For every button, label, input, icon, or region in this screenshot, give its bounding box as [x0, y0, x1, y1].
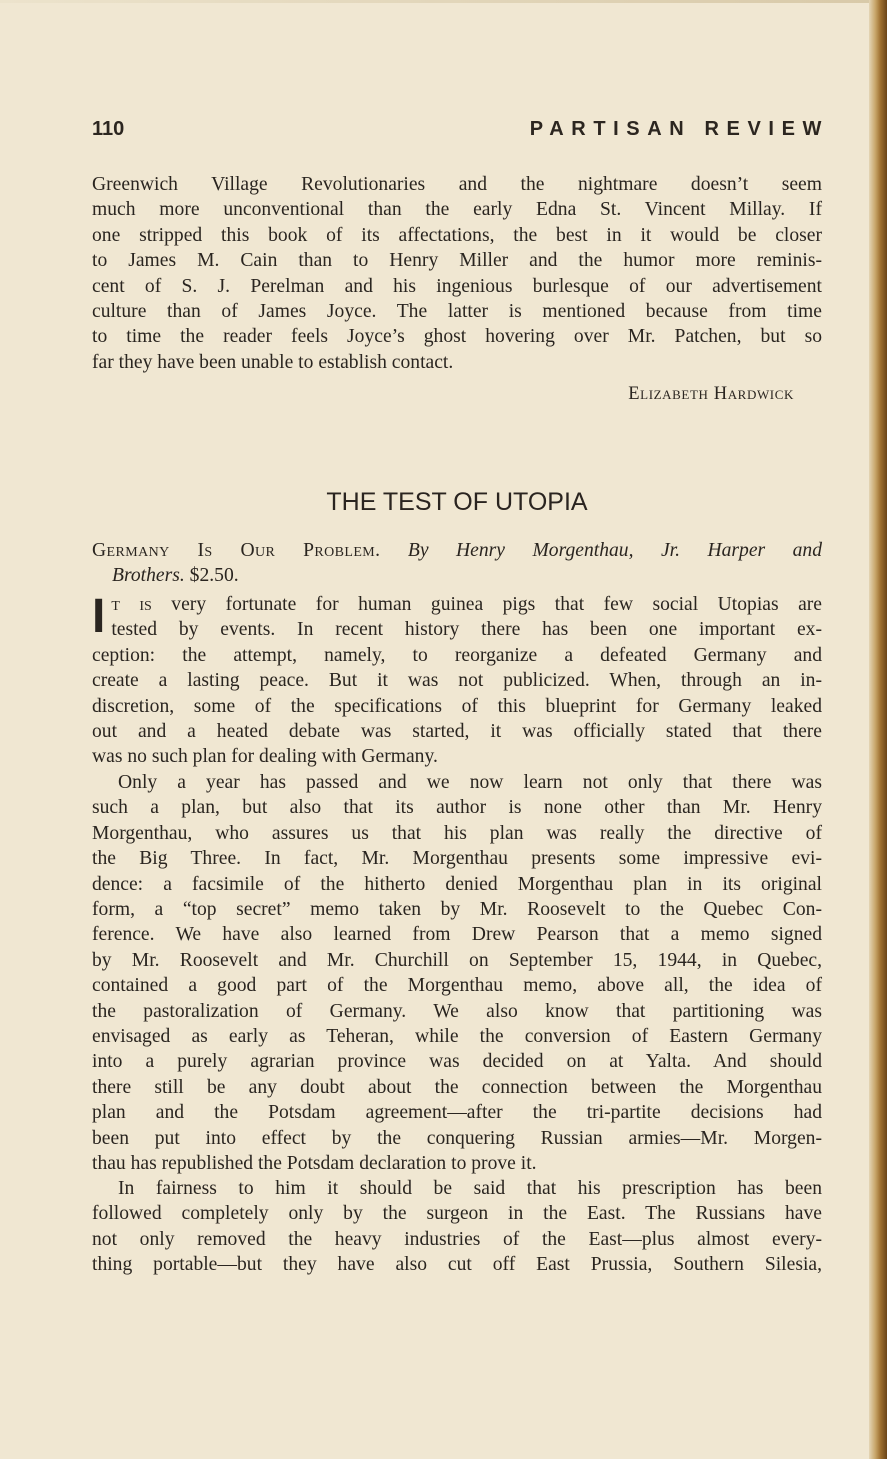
review2-title: THE TEST OF UTOPIA — [326, 488, 588, 516]
review2-para2-line: been put into effect by the conquering Russian armies—Mr. Morgen- — [92, 1127, 822, 1149]
review2-para2-line: by Mr. Roosevelt and Mr. Churchill on September 15, 1944, in Quebec, — [92, 949, 822, 971]
running-head — [92, 118, 829, 148]
review2-para3-line: followed completely only by the surgeon in the East. The Russians have — [92, 1203, 822, 1225]
review2-para1-line: discretion, some of the specifications of this blueprint for Germany leaked — [92, 695, 822, 717]
book-citation — [92, 538, 822, 589]
review1-line: one stripped this book of its affectations, the best in it would be closer — [92, 224, 822, 246]
review1-line: far they have been unable to establish contact. — [92, 351, 454, 373]
review2-para1-line: out and a heated debate was started, it was officially stated that there — [92, 721, 822, 743]
review2-para2-line: dence: a facsimile of the hitherto denied Morgenthau plan in its original — [92, 873, 822, 895]
citation-price: $2.50. — [189, 565, 239, 587]
review2-para2-line: contained a good part of the Morgenthau memo, above all, the idea of — [92, 975, 822, 997]
review2-para1-line: tested by events. In recent history there has been one important ex- — [111, 619, 822, 641]
review2-para2-line: the Big Three. In fact, Mr. Morgenthau presents some impressive evi- — [92, 848, 822, 870]
review2-para1-line: ception: the attempt, namely, to reorganize a defeated Germany and — [92, 644, 822, 666]
review2-para2-line: the pastoralization of Germany. We also know that partitioning was — [92, 1000, 822, 1022]
citation-publisher-cont: Brothers. — [112, 565, 185, 587]
citation-publisher: Harper and — [707, 540, 823, 561]
review1-line: to time the reader feels Joyce’s ghost hovering over Mr. Patchen, but so — [92, 326, 822, 348]
review1-line: much more unconventional than the early Edna St. Vincent Millay. If — [92, 199, 822, 221]
review2-para2-line: envisaged as early as Teheran, while the conversion of Eastern Germany — [92, 1026, 822, 1048]
review2-para1-line: was no such plan for dealing with Germany. — [92, 746, 438, 768]
review2-para2-line: thau has republished the Potsdam declaration to prove it. — [92, 1153, 537, 1175]
journal-title: PARTISAN REVIEW — [529, 118, 829, 140]
lead-caps: t is — [111, 594, 152, 615]
review1-line: Greenwich Village Revolutionaries and the nightmare doesn’t seem — [92, 174, 822, 195]
review2-para3 — [92, 1176, 822, 1278]
review2-para1-line — [92, 592, 822, 617]
page-top-edge — [0, 0, 887, 3]
review1-line: to James M. Cain than to Henry Miller and the humor more reminis- — [92, 250, 822, 272]
review2-para2-line: Morgenthau, who assures us that his plan was really the directive of — [92, 822, 822, 844]
page-binding-edge — [869, 0, 887, 1459]
citation-author: By Henry Morgenthau, Jr. — [407, 540, 680, 561]
review2-para2-line: into a purely agrarian province was decided on at Yalta. And should — [92, 1051, 822, 1073]
review2-para2 — [92, 770, 822, 1177]
review1-line: cent of S. J. Perelman and his ingenious burlesque of our advertisement — [92, 275, 822, 297]
review2-para3-line: not only removed the heavy industries of the East—plus almost every- — [92, 1228, 822, 1250]
drop-cap: I — [92, 590, 106, 643]
citation-line-1 — [92, 538, 822, 563]
review2-para2-line: plan and the Potsdam agreement—after the tri-partite decisions had — [92, 1102, 822, 1124]
review2-para2-line: Only a year has passed and we now learn not only that there was — [118, 772, 822, 793]
review2-para1-line: create a lasting peace. But it was not publicized. When, through an in- — [92, 670, 822, 692]
page-number: 110 — [92, 118, 125, 140]
review2-para2-line: there still be any doubt about the connection between the Morgenthau — [92, 1076, 822, 1098]
review1-body — [92, 172, 822, 375]
review2-para2-line: such a plan, but also that its author is none other than Mr. Henry — [92, 797, 822, 819]
review2-para3-line: In fairness to him it should be said that his prescription has been — [118, 1178, 822, 1199]
review2-para2-line: form, a “top secret” memo taken by Mr. Roosevelt to the Quebec Con- — [92, 899, 822, 921]
review2-para1 — [92, 592, 822, 770]
review2-para3-line: thing portable—but they have also cut off East Prussia, Southern Silesia, — [92, 1254, 822, 1276]
review1-line: culture than of James Joyce. The latter is mentioned because from time — [92, 301, 822, 323]
review2-para2-line: ference. We have also learned from Drew Pearson that a memo signed — [92, 924, 822, 946]
review1-signature: Elizabeth Hardwick — [628, 384, 794, 404]
citation-line-2 — [92, 563, 822, 588]
review2-para1-line-text: very fortunate for human guinea pigs that few social Utopias are — [151, 594, 822, 615]
citation-book-title: Germany Is Our Problem. — [92, 540, 381, 561]
